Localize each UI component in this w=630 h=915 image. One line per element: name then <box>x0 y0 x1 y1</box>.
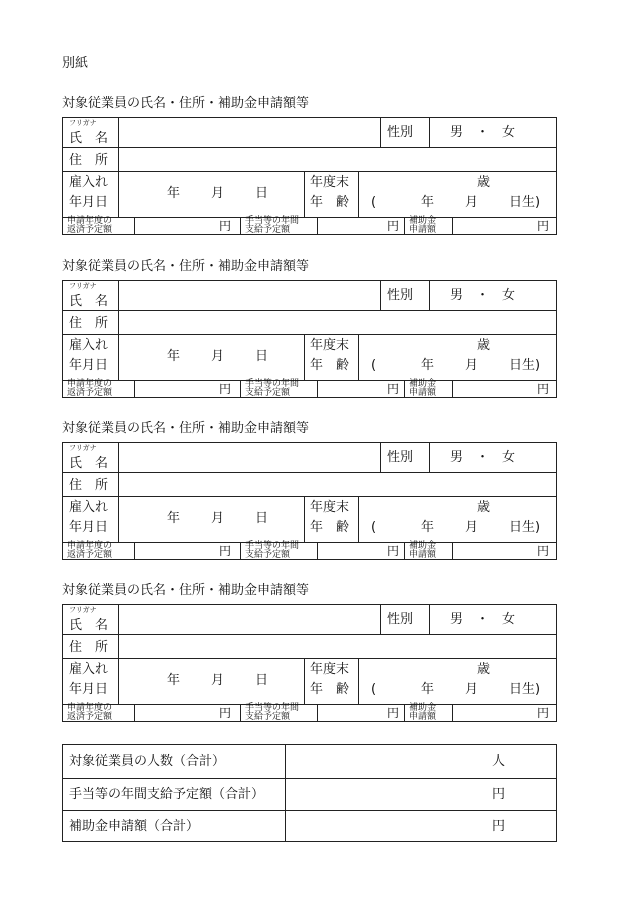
name-label: 氏 名 <box>69 294 109 309</box>
hire-date-field[interactable] <box>119 335 305 381</box>
birth-date-open: ( <box>371 195 377 210</box>
name-label-cell <box>63 443 119 473</box>
address-label-cell <box>63 148 119 172</box>
subsidy-field[interactable] <box>453 543 557 560</box>
summary-allowance-label: 手当等の年間支給予定額（合計） <box>69 787 265 802</box>
gender-options: 男 ・ 女 <box>450 288 516 303</box>
hire-date-label: 年月日 <box>69 682 109 697</box>
gender-options: 男 ・ 女 <box>450 612 516 627</box>
repay-label: 申請年度の <box>67 541 113 551</box>
name-label: 氏 名 <box>69 131 109 146</box>
birth-date-open: ( <box>371 358 377 373</box>
gender-field[interactable] <box>430 118 557 148</box>
age-label: 年度末 <box>310 662 350 677</box>
allowance-label: 手当等の年間 <box>245 216 300 226</box>
repay-label: 返済予定額 <box>67 712 113 722</box>
allowance-field[interactable] <box>318 218 405 235</box>
age-label: 年度末 <box>310 338 350 353</box>
repay-field[interactable] <box>135 381 241 398</box>
birth-month-unit: 月 <box>465 195 479 210</box>
hire-date-field[interactable] <box>119 172 305 218</box>
address-label: 住 所 <box>69 153 109 168</box>
subsidy-label: 補助金 <box>409 216 437 226</box>
address-label: 住 所 <box>69 478 109 493</box>
birth-year-unit: 年 <box>421 682 435 697</box>
hire-month-unit: 月 <box>211 186 225 201</box>
gender-label-cell <box>381 118 430 148</box>
yen-unit: 円 <box>387 544 400 558</box>
hire-date-label-cell <box>63 335 119 381</box>
repay-field[interactable] <box>135 218 241 235</box>
yen-unit: 円 <box>219 706 232 720</box>
furigana-label: フリガナ <box>69 606 97 614</box>
gender-label: 性別 <box>387 450 414 465</box>
subsidy-label-cell <box>405 381 453 398</box>
allowance-label-cell <box>241 705 318 722</box>
hire-date-label: 年月日 <box>69 195 109 210</box>
gender-label-cell <box>381 605 430 635</box>
age-label-cell <box>305 335 359 381</box>
subsidy-label: 補助金 <box>409 541 437 551</box>
summary-subsidy-field[interactable] <box>286 811 557 842</box>
furigana-label: フリガナ <box>69 282 97 290</box>
address-field[interactable] <box>119 635 557 659</box>
age-label-cell <box>305 659 359 705</box>
hire-year-unit: 年 <box>167 511 181 526</box>
hire-month-unit: 月 <box>211 511 225 526</box>
age-unit: 歳 <box>477 662 491 677</box>
name-label-cell <box>63 118 119 148</box>
allowance-field[interactable] <box>318 381 405 398</box>
yen-unit: 円 <box>387 219 400 233</box>
allowance-label: 手当等の年間 <box>245 379 300 389</box>
address-field[interactable] <box>119 311 557 335</box>
allowance-field[interactable] <box>318 705 405 722</box>
gender-field[interactable] <box>430 605 557 635</box>
subsidy-label: 申請額 <box>409 388 437 398</box>
name-field[interactable] <box>119 443 381 473</box>
yen-unit: 円 <box>537 382 550 396</box>
allowance-field[interactable] <box>318 543 405 560</box>
yen-unit: 円 <box>537 706 550 720</box>
repay-label: 返済予定額 <box>67 388 113 398</box>
gender-field[interactable] <box>430 281 557 311</box>
hire-date-label: 雇入れ <box>69 338 109 353</box>
repay-label-cell <box>63 705 135 722</box>
gender-field[interactable] <box>430 443 557 473</box>
gender-label-cell <box>381 443 430 473</box>
gender-label: 性別 <box>387 288 414 303</box>
allowance-label: 手当等の年間 <box>245 541 300 551</box>
address-label: 住 所 <box>69 640 109 655</box>
subsidy-label: 申請額 <box>409 550 437 560</box>
subsidy-label-cell <box>405 543 453 560</box>
section-title: 対象従業員の氏名・住所・補助金申請額等 <box>62 259 310 274</box>
section-title: 対象従業員の氏名・住所・補助金申請額等 <box>62 96 310 111</box>
hire-date-label: 年月日 <box>69 520 109 535</box>
age-label: 年 齢 <box>310 682 350 697</box>
hire-date-field[interactable] <box>119 659 305 705</box>
employee-form-grid <box>62 280 557 398</box>
allowance-label-cell <box>241 218 318 235</box>
allowance-label: 支給予定額 <box>245 225 291 235</box>
employee-form-grid <box>62 604 557 722</box>
gender-label: 性別 <box>387 125 414 140</box>
subsidy-label-cell <box>405 218 453 235</box>
furigana-label: フリガナ <box>69 119 97 127</box>
name-field[interactable] <box>119 281 381 311</box>
hire-date-label: 雇入れ <box>69 500 109 515</box>
repay-field[interactable] <box>135 543 241 560</box>
address-label-cell <box>63 635 119 659</box>
summary-table <box>62 744 557 842</box>
age-label: 年 齢 <box>310 358 350 373</box>
repay-label: 申請年度の <box>67 216 113 226</box>
subsidy-label: 申請額 <box>409 225 437 235</box>
age-unit: 歳 <box>477 500 491 515</box>
age-field[interactable] <box>359 172 557 218</box>
allowance-label: 支給予定額 <box>245 550 291 560</box>
address-label: 住 所 <box>69 316 109 331</box>
age-unit: 歳 <box>477 175 491 190</box>
age-label: 年度末 <box>310 500 350 515</box>
birth-year-unit: 年 <box>421 358 435 373</box>
repay-label-cell <box>63 381 135 398</box>
name-label: 氏 名 <box>69 456 109 471</box>
birth-month-unit: 月 <box>465 358 479 373</box>
yen-unit: 円 <box>537 544 550 558</box>
hire-date-label: 雇入れ <box>69 175 109 190</box>
page-label: 別紙 <box>62 56 89 71</box>
summary-count-label-cell <box>63 745 286 779</box>
hire-year-unit: 年 <box>167 186 181 201</box>
furigana-label: フリガナ <box>69 444 97 452</box>
birth-month-unit: 月 <box>465 520 479 535</box>
hire-year-unit: 年 <box>167 349 181 364</box>
subsidy-label-cell <box>405 705 453 722</box>
hire-date-label-cell <box>63 497 119 543</box>
hire-date-label-cell <box>63 172 119 218</box>
hire-month-unit: 月 <box>211 673 225 688</box>
allowance-label: 手当等の年間 <box>245 703 300 713</box>
address-field[interactable] <box>119 473 557 497</box>
address-label-cell <box>63 311 119 335</box>
repay-label: 返済予定額 <box>67 550 113 560</box>
hire-date-label: 雇入れ <box>69 662 109 677</box>
birth-date-open: ( <box>371 520 377 535</box>
hire-month-unit: 月 <box>211 349 225 364</box>
subsidy-field[interactable] <box>453 705 557 722</box>
age-label: 年 齢 <box>310 195 350 210</box>
summary-subsidy-label-cell <box>63 811 286 842</box>
repay-field[interactable] <box>135 705 241 722</box>
subsidy-field[interactable] <box>453 381 557 398</box>
age-label: 年度末 <box>310 175 350 190</box>
gender-options: 男 ・ 女 <box>450 125 516 140</box>
gender-label-cell <box>381 281 430 311</box>
name-label-cell <box>63 281 119 311</box>
age-label-cell <box>305 172 359 218</box>
birth-date-open: ( <box>371 682 377 697</box>
summary-count-field[interactable] <box>286 745 557 779</box>
hire-day-unit: 日 <box>255 186 269 201</box>
gender-options: 男 ・ 女 <box>450 450 516 465</box>
summary-count-label: 対象従業員の人数（合計） <box>69 754 226 769</box>
birth-day-unit: 日生) <box>509 358 541 373</box>
summary-count-unit: 人 <box>492 754 506 769</box>
yen-unit: 円 <box>219 544 232 558</box>
repay-label-cell <box>63 218 135 235</box>
hire-day-unit: 日 <box>255 349 269 364</box>
name-label-cell <box>63 605 119 635</box>
summary-allowance-field[interactable] <box>286 779 557 811</box>
summary-subsidy-label: 補助金申請額（合計） <box>69 819 200 834</box>
section-title: 対象従業員の氏名・住所・補助金申請額等 <box>62 421 310 436</box>
repay-label: 申請年度の <box>67 703 113 713</box>
address-field[interactable] <box>119 148 557 172</box>
yen-unit: 円 <box>387 706 400 720</box>
gender-label: 性別 <box>387 612 414 627</box>
section-title: 対象従業員の氏名・住所・補助金申請額等 <box>62 583 310 598</box>
summary-subsidy-unit: 円 <box>492 819 506 834</box>
yen-unit: 円 <box>219 219 232 233</box>
address-label-cell <box>63 473 119 497</box>
subsidy-label: 補助金 <box>409 379 437 389</box>
hire-date-label: 年月日 <box>69 358 109 373</box>
age-label: 年 齢 <box>310 520 350 535</box>
repay-label: 返済予定額 <box>67 225 113 235</box>
allowance-label-cell <box>241 543 318 560</box>
allowance-label: 支給予定額 <box>245 388 291 398</box>
yen-unit: 円 <box>387 382 400 396</box>
birth-month-unit: 月 <box>465 682 479 697</box>
hire-date-field[interactable] <box>119 497 305 543</box>
birth-day-unit: 日生) <box>509 195 541 210</box>
birth-day-unit: 日生) <box>509 682 541 697</box>
subsidy-field[interactable] <box>453 218 557 235</box>
yen-unit: 円 <box>537 219 550 233</box>
allowance-label: 支給予定額 <box>245 712 291 722</box>
summary-allowance-unit: 円 <box>492 787 506 802</box>
age-label-cell <box>305 497 359 543</box>
name-field[interactable] <box>119 605 381 635</box>
name-label: 氏 名 <box>69 618 109 633</box>
summary-allowance-label-cell <box>63 779 286 811</box>
hire-year-unit: 年 <box>167 673 181 688</box>
age-unit: 歳 <box>477 338 491 353</box>
yen-unit: 円 <box>219 382 232 396</box>
birth-year-unit: 年 <box>421 520 435 535</box>
hire-day-unit: 日 <box>255 511 269 526</box>
hire-day-unit: 日 <box>255 673 269 688</box>
repay-label-cell <box>63 543 135 560</box>
name-field[interactable] <box>119 118 381 148</box>
repay-label: 申請年度の <box>67 379 113 389</box>
allowance-label-cell <box>241 381 318 398</box>
birth-day-unit: 日生) <box>509 520 541 535</box>
age-field[interactable] <box>359 659 557 705</box>
subsidy-label: 申請額 <box>409 712 437 722</box>
age-field[interactable] <box>359 497 557 543</box>
birth-year-unit: 年 <box>421 195 435 210</box>
subsidy-label: 補助金 <box>409 703 437 713</box>
hire-date-label-cell <box>63 659 119 705</box>
employee-form-grid <box>62 117 557 235</box>
age-field[interactable] <box>359 335 557 381</box>
employee-form-grid <box>62 442 557 560</box>
